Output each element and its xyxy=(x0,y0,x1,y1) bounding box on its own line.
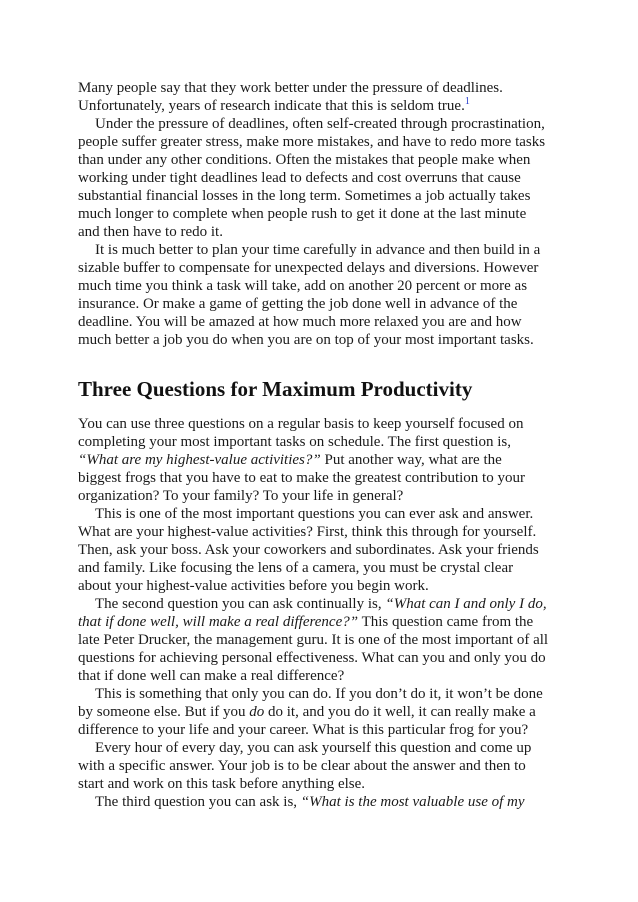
text-line xyxy=(78,595,578,613)
text-line: questions for achieving personal effectiveness. What can you and only you do xyxy=(78,650,546,666)
text-line: This is something that only you can do. If you don’t do it, it won’t be done xyxy=(95,686,543,702)
section-heading: Three Questions for Maximum Productivity xyxy=(78,377,473,401)
text-line: organization? To your family? To your life in general? xyxy=(78,488,404,504)
text-line: What are your highest-value activities? First, think this through for yourself. xyxy=(78,524,537,540)
text-line: much time you think a task will take, add on another 20 percent or more as xyxy=(78,278,528,294)
text-line: biggest frogs that you have to eat to make the greatest contribution to your xyxy=(78,470,525,486)
text-line: that if done well can make a real difference? xyxy=(78,668,345,684)
text-line: much better a job you do when you are on top of your most important tasks. xyxy=(78,332,534,348)
italic-text-run: “What are my highest-value activities?” xyxy=(78,452,321,468)
text-line: Many people say that they work better under the pressure of deadlines. xyxy=(78,80,503,96)
italic-text-run: that if done well, will make a real difference?” xyxy=(78,614,359,630)
paragraph xyxy=(78,505,578,595)
paragraph xyxy=(78,739,578,793)
italic-text-run: “What is the most valuable use of my xyxy=(300,794,525,810)
text-run: Unfortunately, years of research indicate that this is seldom true. xyxy=(78,98,465,114)
paragraph xyxy=(78,115,578,241)
text-line: Then, ask your boss. Ask your coworkers and subordinates. Ask your friends xyxy=(78,542,539,558)
text-line: Every hour of every day, you can ask yourself this question and come up xyxy=(95,740,532,756)
text-line: and then have to redo it. xyxy=(78,224,223,240)
paragraph xyxy=(78,685,578,739)
paragraph xyxy=(78,595,578,685)
italic-text-run: do xyxy=(249,704,265,720)
text-line: Under the pressure of deadlines, often self-created through procrastination, xyxy=(95,116,545,132)
paragraph xyxy=(78,241,578,349)
text-line: completing your most important tasks on schedule. The first question is, xyxy=(78,434,512,450)
text-line: It is much better to plan your time carefully in advance and then build in a xyxy=(95,242,541,258)
paragraph xyxy=(78,415,578,505)
paragraph xyxy=(78,793,578,811)
text-line: deadline. You will be amazed at how much more relaxed you are and how xyxy=(78,314,522,330)
italic-text-run: “What can I and only I do, xyxy=(385,596,547,612)
text-run: do it, and you do it well, it can really make a xyxy=(264,704,536,720)
text-line xyxy=(78,97,578,115)
text-line: insurance. Or make a game of getting the job done well in advance of the xyxy=(78,296,518,312)
text-line: people suffer greater stress, make more mistakes, and have to redo more tasks xyxy=(78,134,546,150)
text-line: difference to your life and your career. What is this particular frog for you? xyxy=(78,722,529,738)
footnote-reference-link[interactable]: 1 xyxy=(464,96,470,107)
text-line xyxy=(78,793,578,811)
text-run: This question came from the xyxy=(358,614,534,630)
text-line: working under tight deadlines lead to defects and cost overruns that cause xyxy=(78,170,521,186)
text-line: with a specific answer. Your job is to be clear about the answer and then to xyxy=(78,758,526,774)
text-line: late Peter Drucker, the management guru. It is one of the most important of all xyxy=(78,632,549,648)
text-line xyxy=(78,451,578,469)
text-line: This is one of the most important questions you can ever ask and answer. xyxy=(95,506,534,522)
text-line: much longer to complete when people rush to get it done at the last minute xyxy=(78,206,527,222)
text-run: The second question you can ask continually is, xyxy=(95,596,386,612)
text-line: start and work on this task before anything else. xyxy=(78,776,366,792)
text-line: and family. Like focusing the lens of a camera, you must be crystal clear xyxy=(78,560,514,576)
text-line: about your highest-value activities before you begin work. xyxy=(78,578,429,594)
text-line: You can use three questions on a regular basis to keep yourself focused on xyxy=(78,416,524,432)
document-page-body xyxy=(78,79,578,811)
text-line xyxy=(78,613,578,631)
text-line: sizable buffer to compensate for unexpected delays and diversions. However xyxy=(78,260,539,276)
text-run: Put another way, what are the xyxy=(320,452,502,468)
text-line: substantial financial losses in the long term. Sometimes a job actually takes xyxy=(78,188,531,204)
text-line: than under any other conditions. Often the mistakes that people make when xyxy=(78,152,531,168)
text-line xyxy=(78,703,578,721)
text-run: The third question you can ask is, xyxy=(95,794,301,810)
paragraph xyxy=(78,79,578,115)
text-run: by someone else. But if you xyxy=(78,704,250,720)
